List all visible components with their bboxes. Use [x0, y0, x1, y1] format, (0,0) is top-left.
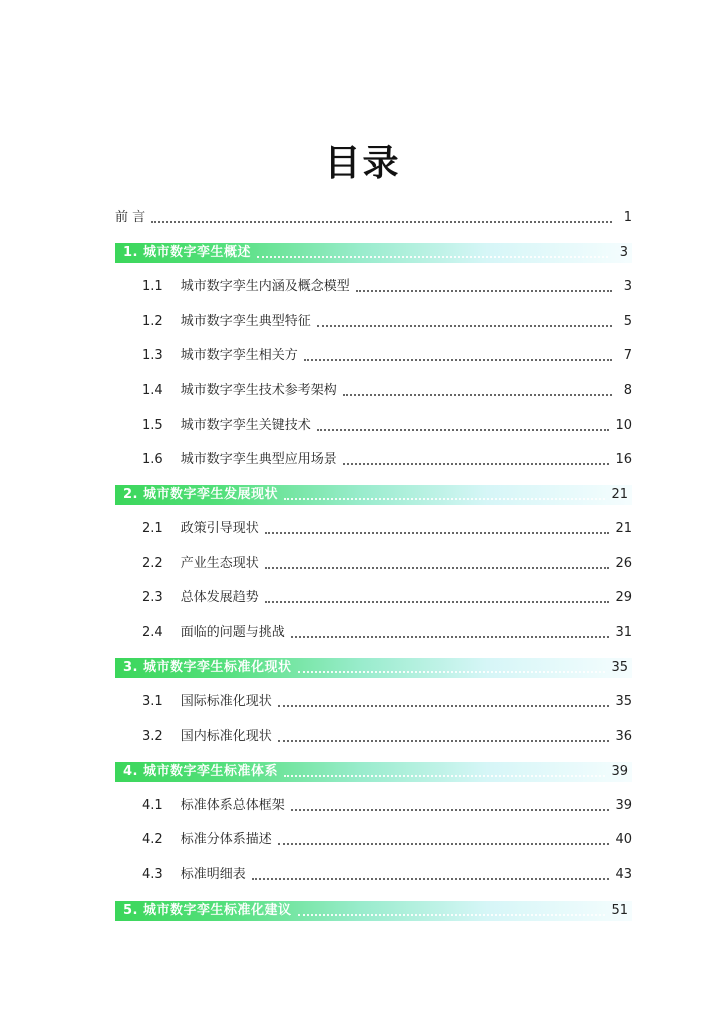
- dot-leader: [317, 325, 612, 327]
- dot-leader: [284, 775, 605, 777]
- toc-chapter-2[interactable]: [115, 485, 632, 505]
- section-number: 4.3: [142, 867, 163, 882]
- toc-section-1-1[interactable]: [142, 276, 632, 298]
- toc-section-4-2[interactable]: [142, 829, 632, 851]
- toc-page-number: 39: [615, 798, 632, 813]
- toc-section-2-2[interactable]: [142, 553, 632, 575]
- toc-page-number: 35: [611, 660, 628, 675]
- toc-entry-preface[interactable]: [115, 207, 632, 229]
- toc-page-number: 29: [615, 590, 632, 605]
- toc-section-1-2[interactable]: [142, 311, 632, 333]
- section-label: 标准体系总体框架: [180, 798, 285, 813]
- page-title: 目录: [324, 143, 401, 184]
- section-label: 城市数字孪生典型应用场景: [180, 452, 337, 467]
- section-number: 2.3: [142, 590, 163, 605]
- section-label: 标准明细表: [180, 867, 246, 882]
- toc-section-3-1[interactable]: [142, 691, 632, 713]
- toc-entry-label: 前 言: [115, 210, 146, 225]
- dot-leader: [291, 636, 610, 638]
- dot-leader: [278, 740, 610, 742]
- section-label: 国际标准化现状: [180, 694, 272, 709]
- section-number: 3.2: [142, 729, 163, 744]
- toc-chapter-1[interactable]: [115, 243, 632, 263]
- toc-section-3-2[interactable]: [142, 726, 632, 748]
- dot-leader: [278, 843, 610, 845]
- toc-page-number: 10: [615, 418, 632, 433]
- section-label: 城市数字孪生技术参考架构: [180, 383, 337, 398]
- section-number: 1.6: [142, 452, 163, 467]
- toc-page-number: 51: [611, 903, 628, 918]
- toc-chapter-3[interactable]: [115, 658, 632, 678]
- dot-leader: [343, 463, 610, 465]
- dot-leader: [265, 567, 610, 569]
- dot-leader: [291, 809, 610, 811]
- section-number: 1.5: [142, 418, 163, 433]
- toc-section-2-4[interactable]: [142, 622, 632, 644]
- toc-section-2-1[interactable]: [142, 518, 632, 540]
- section-number: 2.1: [142, 521, 163, 536]
- toc-page-number: 39: [611, 764, 628, 779]
- toc-section-4-1[interactable]: [142, 795, 632, 817]
- section-number: 1.2: [142, 314, 163, 329]
- dot-leader: [317, 429, 610, 431]
- dot-leader: [265, 532, 610, 534]
- dot-leader: [284, 498, 605, 500]
- section-number: 4.2: [142, 832, 163, 847]
- section-label: 总体发展趋势: [180, 590, 259, 605]
- toc-page-number: 21: [615, 521, 632, 536]
- toc-page-number: 3: [619, 245, 628, 260]
- dot-leader: [151, 221, 612, 223]
- toc-page-number: 43: [615, 867, 632, 882]
- section-number: 4.1: [142, 798, 163, 813]
- section-label: 城市数字孪生典型特征: [180, 314, 311, 329]
- section-label: 城市数字孪生内涵及概念模型: [180, 279, 350, 294]
- toc-section-1-4[interactable]: [142, 380, 632, 402]
- section-number: 1.4: [142, 383, 163, 398]
- chapter-label: 4. 城市数字孪生标准体系: [123, 764, 279, 779]
- toc-section-1-5[interactable]: [142, 415, 632, 437]
- section-number: 2.2: [142, 556, 163, 571]
- toc-section-4-3[interactable]: [142, 864, 632, 886]
- toc-page-number: 5: [623, 314, 632, 329]
- section-label: 城市数字孪生关键技术: [180, 418, 311, 433]
- toc-section-2-3[interactable]: [142, 587, 632, 609]
- toc-page-number: 36: [615, 729, 632, 744]
- section-label: 产业生态现状: [180, 556, 259, 571]
- chapter-label: 3. 城市数字孪生标准化现状: [123, 660, 292, 675]
- dot-leader: [252, 878, 610, 880]
- toc-section-1-6[interactable]: [142, 449, 632, 471]
- toc-section-1-3[interactable]: [142, 345, 632, 367]
- toc-chapter-5[interactable]: [115, 901, 632, 921]
- dot-leader: [343, 394, 612, 396]
- dot-leader: [265, 601, 610, 603]
- toc-page-number: 3: [623, 279, 632, 294]
- toc-page-number: 1: [623, 210, 632, 225]
- section-number: 1.3: [142, 348, 163, 363]
- dot-leader: [278, 705, 610, 707]
- toc-page-number: 8: [623, 383, 632, 398]
- section-number: 2.4: [142, 625, 163, 640]
- section-label: 城市数字孪生相关方: [180, 348, 298, 363]
- section-number: 1.1: [142, 279, 163, 294]
- dot-leader: [298, 914, 606, 916]
- section-number: 3.1: [142, 694, 163, 709]
- toc-page-number: 21: [611, 487, 628, 502]
- toc-page-number: 35: [615, 694, 632, 709]
- section-label: 政策引导现状: [180, 521, 259, 536]
- dot-leader: [356, 290, 612, 292]
- chapter-label: 2. 城市数字孪生发展现状: [123, 487, 279, 502]
- section-label: 面临的问题与挑战: [180, 625, 285, 640]
- dot-leader: [257, 256, 608, 258]
- dot-leader: [304, 359, 612, 361]
- section-label: 标准分体系描述: [180, 832, 272, 847]
- toc-page-number: 31: [615, 625, 632, 640]
- dot-leader: [298, 671, 606, 673]
- toc-page-number: 16: [615, 452, 632, 467]
- toc-page-number: 40: [615, 832, 632, 847]
- toc-page-number: 7: [623, 348, 632, 363]
- section-label: 国内标准化现状: [180, 729, 272, 744]
- chapter-label: 5. 城市数字孪生标准化建议: [123, 903, 292, 918]
- toc-page-number: 26: [615, 556, 632, 571]
- chapter-label: 1. 城市数字孪生概述: [123, 245, 252, 260]
- toc-chapter-4[interactable]: [115, 762, 632, 782]
